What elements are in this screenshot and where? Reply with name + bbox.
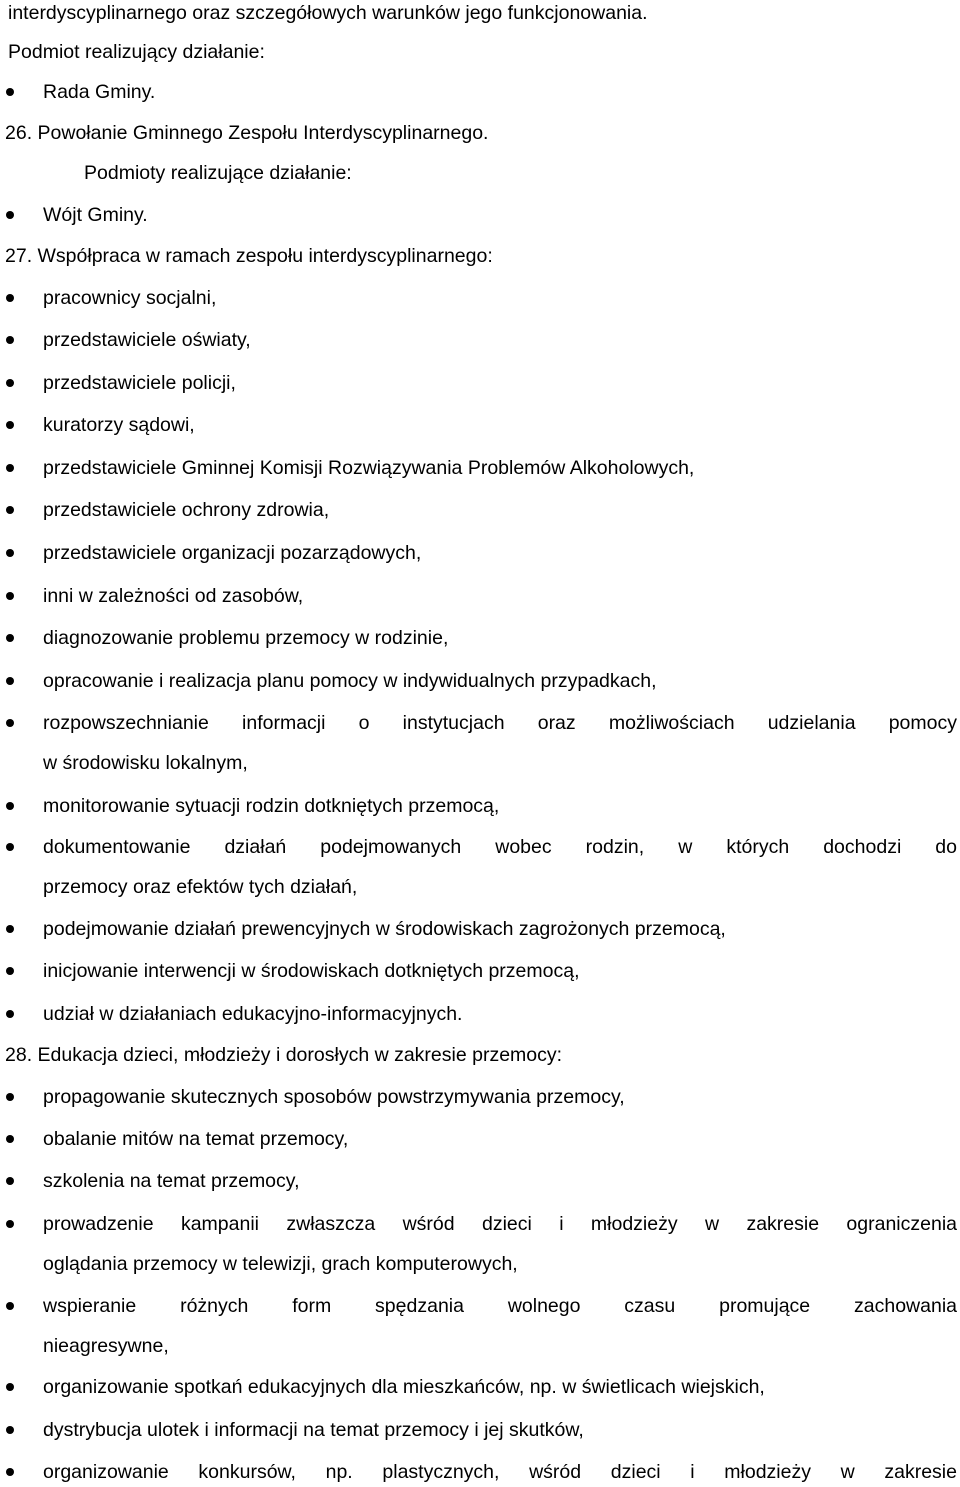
text-line: interdyscyplinarnego oraz szczegółowych warunków jego funkcjonowania. bbox=[8, 2, 648, 24]
list-item-continuation: przemocy oraz efektów tych działań, bbox=[43, 876, 358, 898]
list-item: Rada Gminy. bbox=[43, 81, 156, 103]
list-item-continuation: oglądania przemocy w telewizji, grach komputerowych, bbox=[43, 1253, 518, 1275]
bullet-icon bbox=[6, 464, 14, 472]
bullet-icon bbox=[6, 925, 14, 933]
list-item: diagnozowanie problemu przemocy w rodzinie, bbox=[43, 627, 449, 649]
list-item: przedstawiciele ochrony zdrowia, bbox=[43, 499, 330, 521]
bullet-icon bbox=[6, 843, 14, 851]
list-item: przedstawiciele Gminnej Komisji Rozwiązywania Problemów Alkoholowych, bbox=[43, 457, 695, 479]
list-item: inni w zależności od zasobów, bbox=[43, 585, 304, 607]
list-item: monitorowanie sytuacji rodzin dotkniętych przemocą, bbox=[43, 795, 500, 817]
bullet-icon bbox=[6, 592, 14, 600]
list-item: udział w działaniach edukacyjno-informacyjnych. bbox=[43, 1003, 463, 1025]
list-item: podejmowanie działań prewencyjnych w środowiskach zagrożonych przemocą, bbox=[43, 918, 726, 940]
list-item-continuation: nieagresywne, bbox=[43, 1335, 169, 1357]
bullet-icon bbox=[6, 1383, 14, 1391]
bullet-icon bbox=[6, 677, 14, 685]
section-heading-27: 27. Współpraca w ramach zespołu interdyscyplinarnego: bbox=[5, 245, 493, 267]
list-item: obalanie mitów na temat przemocy, bbox=[43, 1128, 349, 1150]
list-item: rozpowszechnianie informacji o instytucjach oraz możliwościach udzielania pomocy bbox=[43, 712, 957, 734]
list-item: przedstawiciele policji, bbox=[43, 372, 236, 394]
bullet-icon bbox=[6, 1093, 14, 1101]
list-item: pracownicy socjalni, bbox=[43, 287, 217, 309]
bullet-icon bbox=[6, 336, 14, 344]
bullet-icon bbox=[6, 1177, 14, 1185]
list-item: Wójt Gminy. bbox=[43, 204, 148, 226]
bullet-icon bbox=[6, 1302, 14, 1310]
bullet-icon bbox=[6, 549, 14, 557]
bullet-icon bbox=[6, 88, 14, 96]
list-item: dokumentowanie działań podejmowanych wobec rodzin, w których dochodzi do bbox=[43, 836, 957, 858]
list-item: dystrybucja ulotek i informacji na temat przemocy i jej skutków, bbox=[43, 1419, 584, 1441]
list-item: przedstawiciele organizacji pozarządowych, bbox=[43, 542, 422, 564]
bullet-icon bbox=[6, 1468, 14, 1476]
bullet-icon bbox=[6, 379, 14, 387]
list-item: propagowanie skutecznych sposobów powstrzymywania przemocy, bbox=[43, 1086, 625, 1108]
bullet-icon bbox=[6, 211, 14, 219]
section-heading-28: 28. Edukacja dzieci, młodzieży i dorosłych w zakresie przemocy: bbox=[5, 1044, 563, 1066]
bullet-icon bbox=[6, 421, 14, 429]
bullet-icon bbox=[6, 634, 14, 642]
list-item: organizowanie konkursów, np. plastycznych, wśród dzieci i młodzieży w zakresie bbox=[43, 1461, 957, 1483]
list-item: prowadzenie kampanii zwłaszcza wśród dzieci i młodzieży w zakresie ograniczenia bbox=[43, 1213, 957, 1235]
list-item: inicjowanie interwencji w środowiskach dotkniętych przemocą, bbox=[43, 960, 580, 982]
list-item: organizowanie spotkań edukacyjnych dla mieszkańców, np. w świetlicach wiejskich, bbox=[43, 1376, 765, 1398]
bullet-icon bbox=[6, 967, 14, 975]
bullet-icon bbox=[6, 1426, 14, 1434]
bullet-icon bbox=[6, 802, 14, 810]
bullet-icon bbox=[6, 1220, 14, 1228]
bullet-icon bbox=[6, 1010, 14, 1018]
list-item: wspieranie różnych form spędzania wolnego czasu promujące zachowania bbox=[43, 1295, 957, 1317]
bullet-icon bbox=[6, 506, 14, 514]
implementer-label: Podmioty realizujące działanie: bbox=[84, 162, 352, 184]
bullet-icon bbox=[6, 1135, 14, 1143]
list-item-continuation: w środowisku lokalnym, bbox=[43, 752, 248, 774]
list-item: kuratorzy sądowi, bbox=[43, 414, 195, 436]
bullet-icon bbox=[6, 719, 14, 727]
list-item: opracowanie i realizacja planu pomocy w indywidualnych przypadkach, bbox=[43, 670, 657, 692]
list-item: szkolenia na temat przemocy, bbox=[43, 1170, 300, 1192]
section-heading-26: 26. Powołanie Gminnego Zespołu Interdyscyplinarnego. bbox=[5, 122, 489, 144]
list-item: przedstawiciele oświaty, bbox=[43, 329, 251, 351]
implementer-label: Podmiot realizujący działanie: bbox=[8, 41, 265, 63]
bullet-icon bbox=[6, 294, 14, 302]
